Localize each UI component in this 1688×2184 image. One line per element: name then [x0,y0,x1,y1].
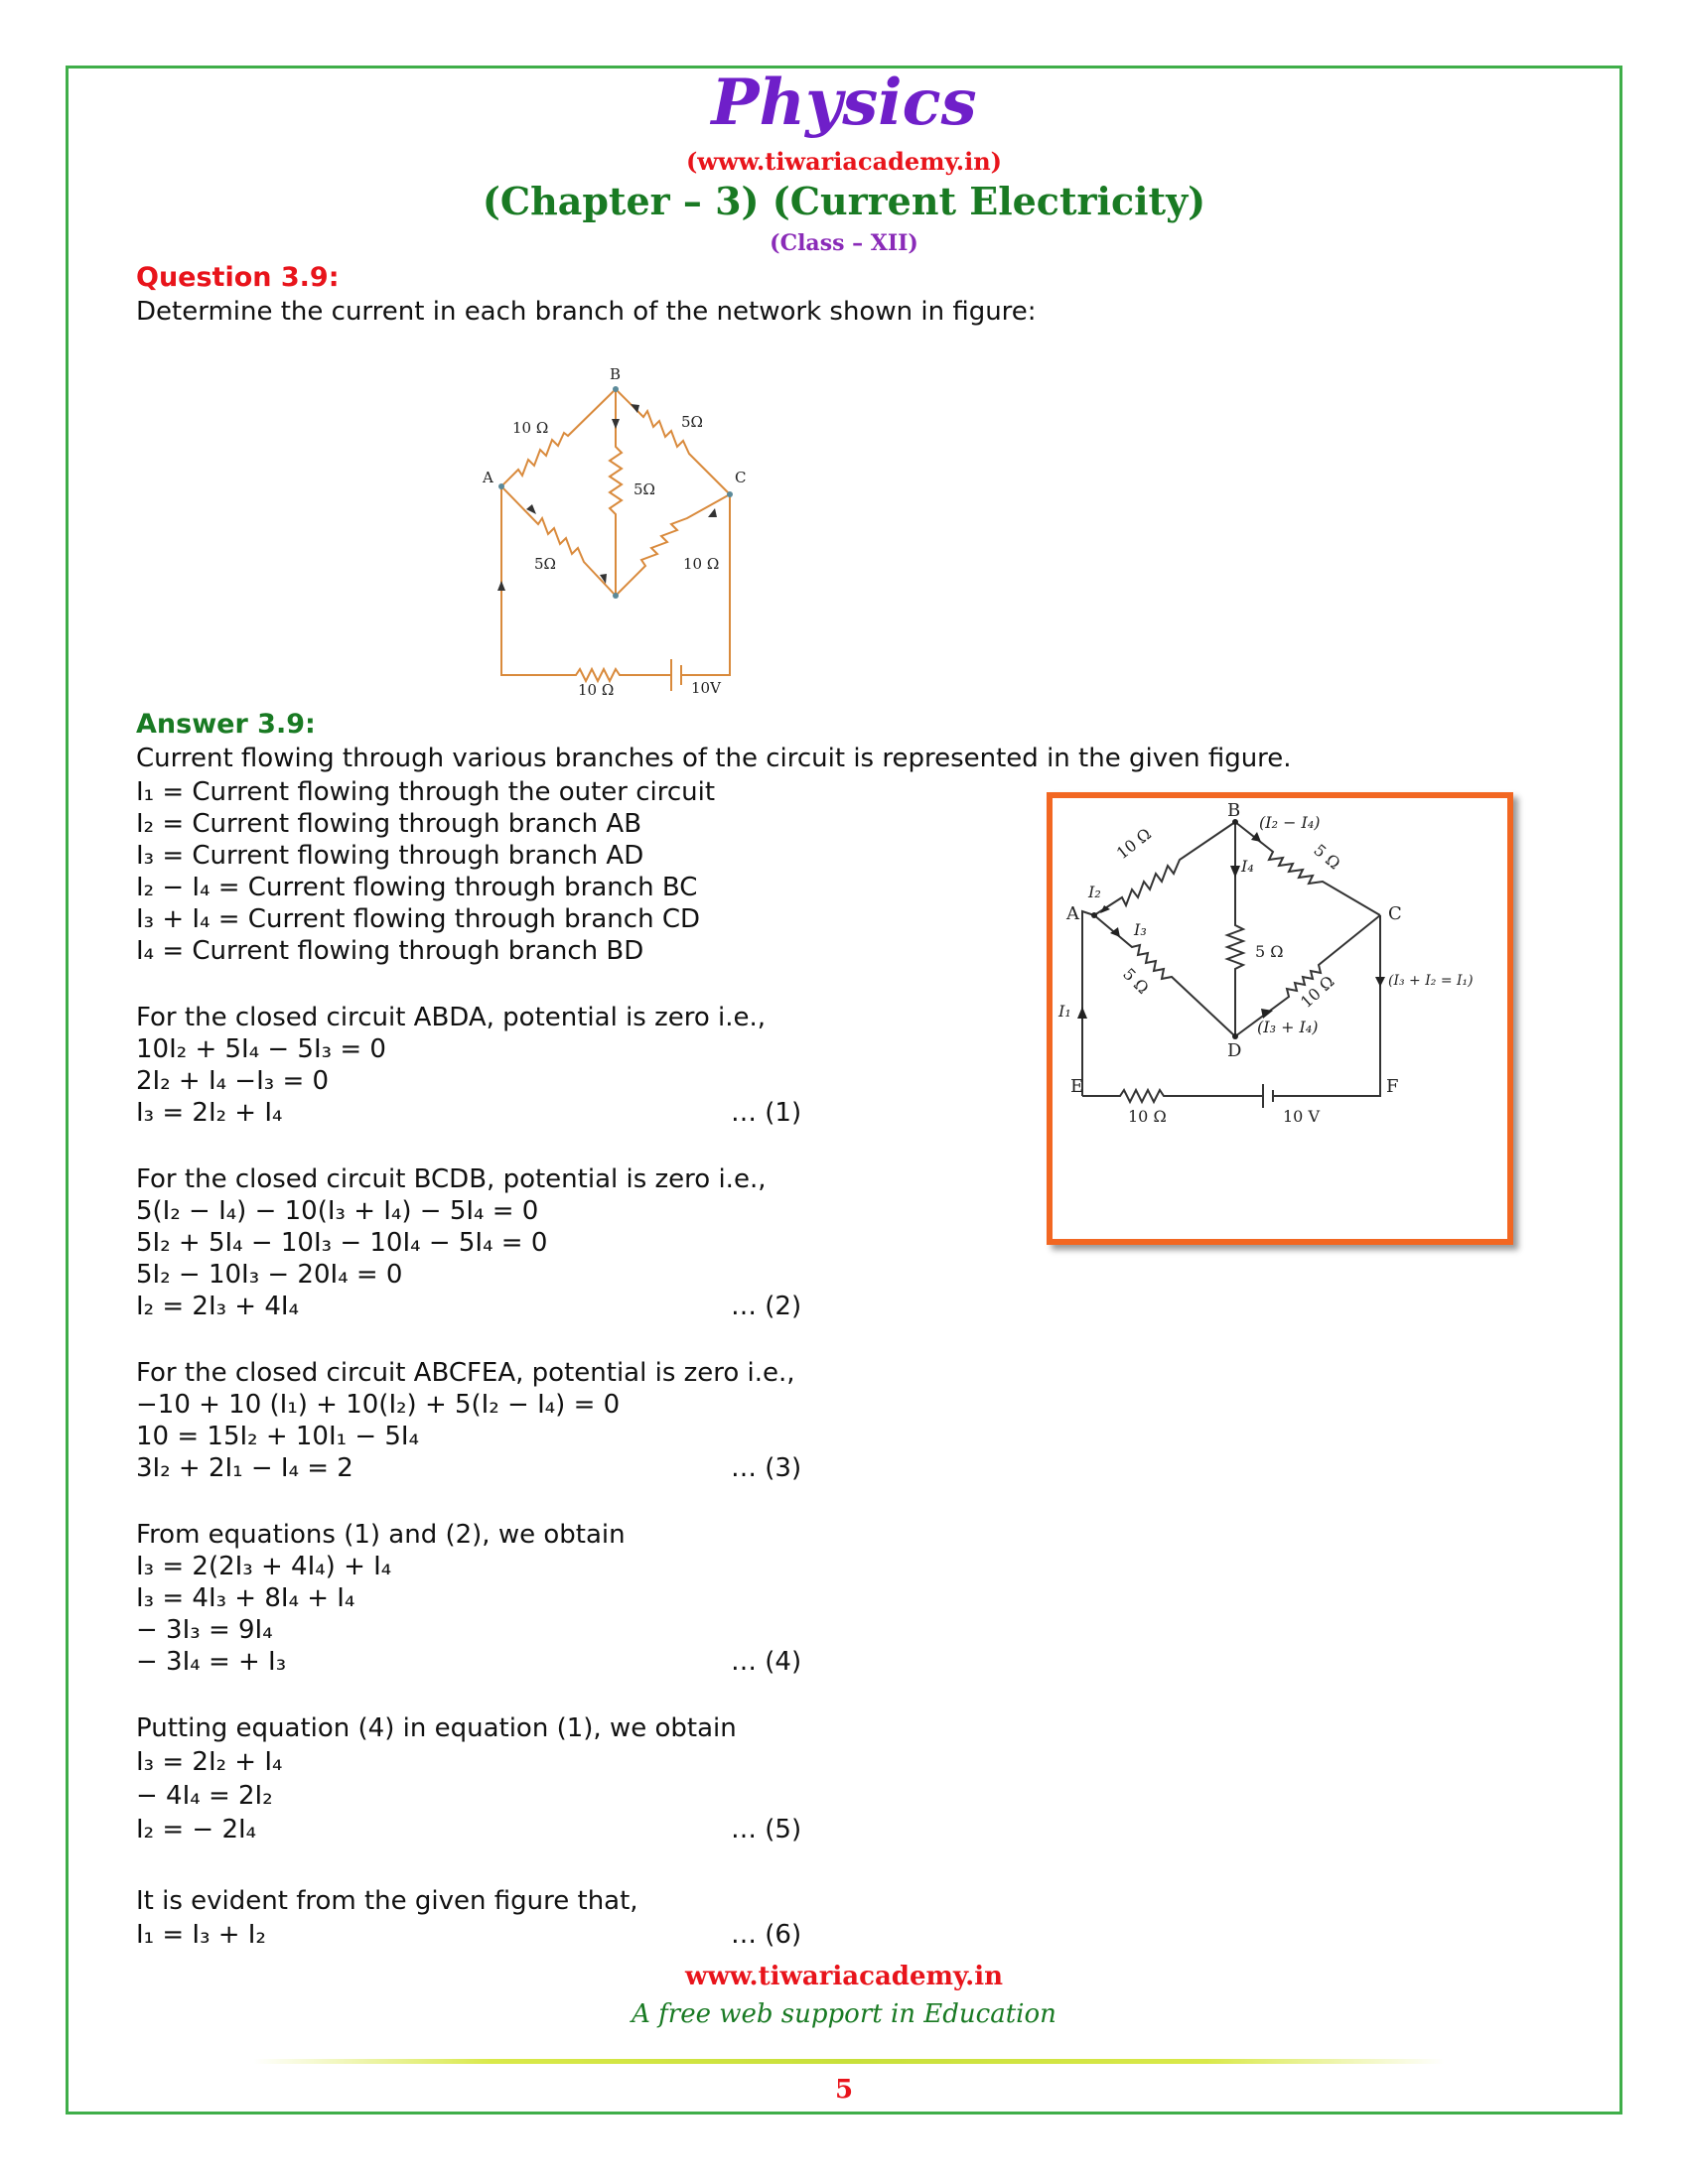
answer-heading: Answer 3.9: [136,709,316,740]
equation-line: 3I₂ + 2I₁ − I₄ = 2 [136,1453,353,1483]
equation-line: 5I₂ + 5I₄ − 10I₃ − 10I₄ − 5I₄ = 0 [136,1228,548,1258]
fig2-current-i1: I₁ [1058,1002,1071,1021]
equation-line: − 3I₃ = 9I₄ [136,1615,273,1645]
header-site-link[interactable]: (www.tiwariacademy.in) [685,147,1003,176]
fig2-current-i4: I₄ [1241,857,1254,876]
equation-tag-6: … (6) [731,1920,802,1950]
step2-intro: For the closed circuit BCDB, potential is zero i.e., [136,1164,767,1194]
equation-line: 2I₂ + I₄ −I₃ = 0 [136,1066,330,1096]
equation-tag-2: … (2) [731,1292,802,1321]
step5-intro: Putting equation (4) in equation (1), we obtain [136,1713,737,1743]
fig1-r-bc: 5Ω [681,413,703,431]
step1-intro: For the closed circuit ABDA, potential is zero i.e., [136,1003,767,1032]
equation-line: I₃ = 2I₂ + I₄ [136,1098,283,1128]
fig1-r-bd: 5Ω [633,480,655,498]
equation-line: − 4I₄ = 2I₂ [136,1781,273,1811]
definition-line: I₁ = Current flowing through the outer circuit [136,777,716,807]
fig2-r-ab: 10 Ω [1112,824,1155,864]
definition-line: I₄ = Current flowing through branch BD [136,936,644,966]
equation-line: I₂ = 2I₃ + 4I₄ [136,1292,299,1321]
page-number: 5 [834,2075,854,2105]
fig2-current-cf: (I₃ + I₂ = I₁) [1388,973,1474,989]
fig2-node-c: C [1388,903,1402,924]
chapter-title: (Chapter – 3) (Current Electricity) [482,179,1206,223]
fig2-node-d: D [1227,1040,1242,1061]
fig1-battery: 10V [691,679,721,697]
equation-line: 5I₂ − 10I₃ − 20I₄ = 0 [136,1260,403,1290]
fig2-node-e: E [1070,1076,1084,1097]
question-heading: Question 3.9: [136,262,340,293]
fig2-node-b: B [1227,800,1241,821]
equation-tag-3: … (3) [731,1453,802,1483]
fig2-node-f: F [1386,1076,1399,1097]
fig2-r-ad: 5 Ω [1119,964,1153,999]
equation-line: I₃ = 4I₃ + 8I₄ + I₄ [136,1583,355,1613]
equation-line: 10I₂ + 5I₄ − 5I₃ = 0 [136,1034,386,1064]
equation-line: I₃ = 2I₂ + I₄ [136,1747,283,1777]
fig1-r-ab: 10 Ω [512,419,549,437]
equation-line: I₁ = I₃ + I₂ [136,1920,266,1950]
class-label: (Class – XII) [770,230,918,256]
equation-tag-5: … (5) [731,1815,802,1844]
equation-tag-1: … (1) [731,1098,802,1128]
step3-intro: For the closed circuit ABCFEA, potential is zero i.e., [136,1358,795,1388]
equation-tag-4: … (4) [731,1647,802,1677]
equation-line: −10 + 10 (I₁) + 10(I₂) + 5(I₂ − I₄) = 0 [136,1390,621,1420]
definition-line: I₂ − I₄ = Current flowing through branch BC [136,873,698,902]
page-title: Physics [711,66,977,140]
step4-intro: From equations (1) and (2), we obtain [136,1520,626,1550]
fig1-node-b: B [610,365,622,383]
equation-line: 5(I₂ − I₄) − 10(I₃ + I₄) − 5I₄ = 0 [136,1196,539,1226]
fig2-r-bd: 5 Ω [1255,942,1284,961]
fig2-node-a: A [1066,903,1079,924]
footer-divider [253,2059,1445,2064]
fig2-current-bc: (I₂ − I₄) [1259,813,1321,832]
footer-tagline: A free web support in Education [632,1999,1056,2029]
question-text: Determine the current in each branch of the network shown in figure: [136,297,1037,327]
fig2-current-dc: (I₃ + I₄) [1257,1018,1319,1036]
answer-circuit-figure [1047,792,1513,1245]
fig1-r-outer: 10 Ω [578,681,615,699]
answer-intro: Current flowing through various branches of the circuit is represented in the given figure. [136,744,1292,773]
equation-line: − 3I₄ = + I₃ [136,1647,287,1677]
equation-line: I₃ = 2(2I₃ + 4I₄) + I₄ [136,1552,392,1581]
fig2-battery: 10 V [1283,1107,1320,1126]
equation-line: I₂ = − 2I₄ [136,1815,257,1844]
fig2-r-dc: 10 Ω [1296,971,1338,1012]
fig2-current-i2: I₂ [1088,883,1101,901]
fig2-current-i3: I₃ [1134,920,1147,939]
footer-site-link[interactable]: www.tiwariacademy.in [685,1962,1003,1991]
equation-line: 10 = 15I₂ + 10I₁ − 5I₄ [136,1422,420,1451]
definition-line: I₂ = Current flowing through branch AB [136,809,642,839]
fig1-node-c: C [735,469,747,486]
fig1-r-dc: 10 Ω [683,555,720,573]
definition-line: I₃ + I₄ = Current flowing through branch CD [136,904,700,934]
question-circuit-figure [467,357,784,705]
step6-intro: It is evident from the given figure that, [136,1886,638,1916]
definition-line: I₃ = Current flowing through branch AD [136,841,644,871]
fig2-r-bc: 5 Ω [1310,840,1344,874]
fig2-r-ef: 10 Ω [1128,1107,1167,1126]
fig1-r-ad: 5Ω [534,555,556,573]
fig1-node-a: A [483,469,493,486]
